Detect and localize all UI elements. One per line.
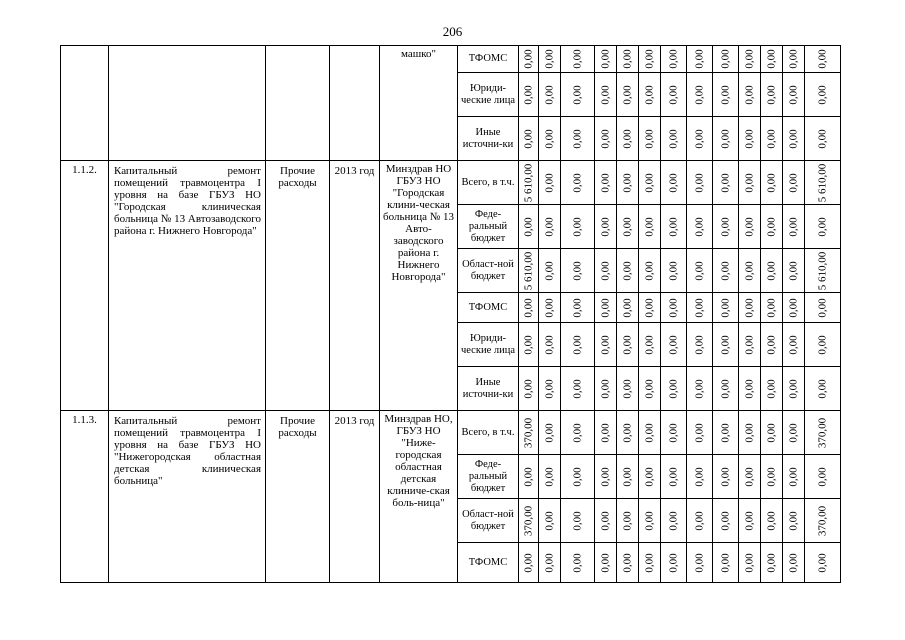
expense-type: Прочие расходы	[266, 411, 330, 583]
value-cell: 0,00	[719, 510, 731, 531]
value-cell: 0,00	[543, 422, 555, 443]
value-cell: 0,00	[667, 297, 679, 318]
value-cell: 0,00	[765, 422, 777, 443]
value-cell: 0,00	[621, 422, 633, 443]
value-cell: 0,00	[643, 552, 655, 573]
funding-source: ТФОМС	[458, 543, 519, 583]
value-cell: 0,00	[693, 552, 705, 573]
value-cell: 0,00	[667, 334, 679, 355]
value-cell: 0,00	[765, 552, 777, 573]
value-cell: 0,00	[816, 378, 828, 399]
value-cell: 0,00	[599, 422, 611, 443]
budget-table	[60, 45, 841, 583]
value-cell: 0,00	[621, 260, 633, 281]
value-cell: 0,00	[522, 84, 534, 105]
value-cell: 0,00	[522, 334, 534, 355]
value-cell: 0,00	[667, 128, 679, 149]
table-row	[61, 161, 841, 205]
value-cell: 0,00	[522, 552, 534, 573]
funding-source: Всего, в т.ч.	[458, 161, 519, 205]
value-cell: 370,00	[522, 417, 534, 448]
item-name: Капитальный ремонт помещений травмоцентра I уровня на базе ГБУЗ НО "Городская клиническая больница № 13 Автозаводского района г. Нижнего Новгорода"	[109, 161, 266, 411]
value-cell: 0,00	[667, 216, 679, 237]
value-cell: 0,00	[719, 334, 731, 355]
value-cell: 0,00	[543, 334, 555, 355]
value-cell: 0,00	[599, 552, 611, 573]
value-cell: 0,00	[667, 49, 679, 69]
value-cell: 0,00	[765, 216, 777, 237]
value-cell: 0,00	[571, 466, 583, 487]
value-cell: 0,00	[571, 84, 583, 105]
value-cell: 0,00	[719, 552, 731, 573]
value-cell: 0,00	[621, 49, 633, 69]
value-cell: 0,00	[667, 422, 679, 443]
value-cell: 0,00	[816, 84, 828, 105]
value-cell: 0,00	[643, 172, 655, 193]
value-cell: 0,00	[543, 297, 555, 318]
value-cell: 0,00	[667, 510, 679, 531]
value-cell: 0,00	[816, 552, 828, 573]
value-cell: 0,00	[743, 466, 755, 487]
value-cell: 0,00	[599, 297, 611, 318]
value-cell: 0,00	[693, 297, 705, 318]
value-cell: 0,00	[743, 128, 755, 149]
value-cell: 0,00	[621, 84, 633, 105]
value-cell: 0,00	[571, 172, 583, 193]
value-cell: 0,00	[667, 552, 679, 573]
value-cell: 0,00	[571, 260, 583, 281]
value-cell: 0,00	[816, 128, 828, 149]
year: 2013 год	[330, 411, 380, 583]
value-cell: 370,00	[816, 417, 828, 448]
expense-type: Прочие расходы	[266, 161, 330, 411]
value-cell: 0,00	[643, 84, 655, 105]
value-cell: 0,00	[787, 510, 799, 531]
value-cell: 0,00	[693, 128, 705, 149]
value-cell: 0,00	[599, 378, 611, 399]
value-cell: 0,00	[543, 378, 555, 399]
value-cell: 0,00	[621, 334, 633, 355]
item-number: 1.1.2.	[61, 161, 109, 411]
value-cell: 0,00	[621, 510, 633, 531]
value-cell: 0,00	[667, 84, 679, 105]
value-cell: 0,00	[787, 128, 799, 149]
funding-source: Феде-ральный бюджет	[458, 455, 519, 499]
value-cell: 0,00	[743, 334, 755, 355]
value-cell: 0,00	[571, 378, 583, 399]
value-cell: 0,00	[643, 378, 655, 399]
value-cell: 0,00	[599, 49, 611, 69]
value-cell: 0,00	[719, 260, 731, 281]
item-number: 1.1.3.	[61, 411, 109, 583]
executor: Минздрав НО, ГБУЗ НО "Ниже-городская областная детская клиниче-ская боль-ница"	[380, 411, 458, 583]
value-cell: 0,00	[693, 49, 705, 69]
funding-source: Област-ной бюджет	[458, 249, 519, 293]
funding-source: Област-ной бюджет	[458, 499, 519, 543]
value-cell: 0,00	[719, 84, 731, 105]
table-row	[61, 46, 841, 73]
item-name: Капитальный ремонт помещений травмоцентра I уровня на базе ГБУЗ НО "Нижегородская областная детская клиническая больница"	[109, 411, 266, 583]
value-cell: 0,00	[543, 84, 555, 105]
value-cell: 0,00	[765, 466, 777, 487]
funding-source: Юриди-ческие лица	[458, 73, 519, 117]
value-cell: 0,00	[621, 552, 633, 573]
value-cell: 0,00	[643, 334, 655, 355]
value-cell: 0,00	[571, 128, 583, 149]
value-cell: 0,00	[693, 334, 705, 355]
value-cell: 0,00	[643, 128, 655, 149]
value-cell: 0,00	[693, 260, 705, 281]
value-cell: 0,00	[787, 172, 799, 193]
value-cell: 0,00	[765, 260, 777, 281]
value-cell: 0,00	[719, 49, 731, 69]
value-cell: 0,00	[787, 260, 799, 281]
item-number	[61, 46, 109, 161]
value-cell: 0,00	[599, 466, 611, 487]
value-cell: 0,00	[743, 552, 755, 573]
value-cell: 0,00	[816, 466, 828, 487]
value-cell: 0,00	[693, 466, 705, 487]
value-cell: 0,00	[543, 510, 555, 531]
value-cell: 0,00	[621, 297, 633, 318]
value-cell: 0,00	[743, 216, 755, 237]
value-cell: 0,00	[765, 172, 777, 193]
value-cell: 0,00	[743, 172, 755, 193]
value-cell: 0,00	[719, 378, 731, 399]
value-cell: 0,00	[743, 84, 755, 105]
value-cell: 370,00	[816, 505, 828, 536]
value-cell: 0,00	[743, 378, 755, 399]
value-cell: 0,00	[719, 297, 731, 318]
value-cell: 0,00	[599, 260, 611, 281]
executor: машко"	[380, 46, 458, 161]
value-cell: 0,00	[693, 84, 705, 105]
funding-source: ТФОМС	[458, 46, 519, 73]
value-cell: 0,00	[621, 128, 633, 149]
value-cell: 0,00	[643, 466, 655, 487]
value-cell: 0,00	[643, 297, 655, 318]
funding-source: ТФОМС	[458, 293, 519, 323]
value-cell: 0,00	[571, 334, 583, 355]
value-cell: 0,00	[543, 552, 555, 573]
value-cell: 0,00	[693, 172, 705, 193]
value-cell: 370,00	[522, 505, 534, 536]
value-cell: 0,00	[719, 172, 731, 193]
value-cell: 0,00	[599, 216, 611, 237]
value-cell: 0,00	[816, 334, 828, 355]
value-cell: 0,00	[571, 297, 583, 318]
expense-type	[266, 46, 330, 161]
value-cell: 0,00	[543, 466, 555, 487]
table-row	[61, 411, 841, 455]
funding-source: Иные источни-ки	[458, 117, 519, 161]
value-cell: 0,00	[571, 422, 583, 443]
value-cell: 0,00	[571, 216, 583, 237]
value-cell: 0,00	[765, 334, 777, 355]
value-cell: 0,00	[787, 84, 799, 105]
value-cell: 0,00	[787, 216, 799, 237]
value-cell: 0,00	[787, 297, 799, 318]
value-cell: 0,00	[765, 510, 777, 531]
funding-source: Феде-ральный бюджет	[458, 205, 519, 249]
value-cell: 0,00	[765, 128, 777, 149]
value-cell: 0,00	[621, 172, 633, 193]
value-cell: 0,00	[816, 216, 828, 237]
value-cell: 0,00	[643, 510, 655, 531]
value-cell: 0,00	[787, 378, 799, 399]
value-cell: 0,00	[719, 128, 731, 149]
value-cell: 5 610,00	[522, 163, 534, 202]
value-cell: 0,00	[787, 422, 799, 443]
value-cell: 0,00	[667, 378, 679, 399]
value-cell: 0,00	[743, 297, 755, 318]
value-cell: 0,00	[571, 552, 583, 573]
year: 2013 год	[330, 161, 380, 411]
funding-source: Иные источни-ки	[458, 367, 519, 411]
value-cell: 0,00	[693, 510, 705, 531]
value-cell: 0,00	[599, 172, 611, 193]
value-cell: 0,00	[522, 297, 534, 318]
value-cell: 0,00	[543, 172, 555, 193]
value-cell: 0,00	[571, 510, 583, 531]
value-cell: 0,00	[522, 378, 534, 399]
value-cell: 0,00	[643, 260, 655, 281]
value-cell: 0,00	[543, 216, 555, 237]
year	[330, 46, 380, 161]
value-cell: 0,00	[522, 128, 534, 149]
value-cell: 0,00	[765, 84, 777, 105]
item-name	[109, 46, 266, 161]
value-cell: 0,00	[599, 128, 611, 149]
value-cell: 0,00	[599, 334, 611, 355]
value-cell: 0,00	[621, 466, 633, 487]
value-cell: 0,00	[765, 378, 777, 399]
value-cell: 0,00	[765, 49, 777, 69]
value-cell: 0,00	[743, 422, 755, 443]
value-cell: 0,00	[743, 260, 755, 281]
value-cell: 0,00	[787, 334, 799, 355]
value-cell: 0,00	[693, 422, 705, 443]
value-cell: 0,00	[522, 216, 534, 237]
value-cell: 0,00	[643, 49, 655, 69]
value-cell: 0,00	[787, 49, 799, 69]
funding-source: Всего, в т.ч.	[458, 411, 519, 455]
value-cell: 0,00	[816, 49, 828, 69]
value-cell: 0,00	[621, 216, 633, 237]
value-cell: 0,00	[765, 297, 777, 318]
value-cell: 0,00	[693, 216, 705, 237]
value-cell: 0,00	[543, 49, 555, 69]
value-cell: 5 610,00	[522, 251, 534, 290]
value-cell: 0,00	[816, 297, 828, 318]
value-cell: 0,00	[543, 260, 555, 281]
value-cell: 0,00	[643, 216, 655, 237]
value-cell: 0,00	[719, 216, 731, 237]
value-cell: 0,00	[571, 49, 583, 69]
value-cell: 0,00	[719, 466, 731, 487]
value-cell: 5 610,00	[816, 163, 828, 202]
value-cell: 0,00	[621, 378, 633, 399]
executor: Минздрав НО ГБУЗ НО "Городская клини-ческая больница № 13 Авто-заводского района г. Нижнего Новгорода"	[380, 161, 458, 411]
value-cell: 0,00	[599, 510, 611, 531]
value-cell: 0,00	[599, 84, 611, 105]
value-cell: 0,00	[643, 422, 655, 443]
funding-source: Юриди-ческие лица	[458, 323, 519, 367]
value-cell: 0,00	[522, 49, 534, 69]
value-cell: 0,00	[787, 466, 799, 487]
value-cell: 0,00	[543, 128, 555, 149]
value-cell: 0,00	[719, 422, 731, 443]
page-number: 206	[442, 24, 463, 39]
value-cell: 0,00	[787, 552, 799, 573]
value-cell: 0,00	[667, 172, 679, 193]
value-cell: 0,00	[743, 49, 755, 69]
value-cell: 0,00	[743, 510, 755, 531]
value-cell: 0,00	[522, 466, 534, 487]
value-cell: 0,00	[667, 466, 679, 487]
value-cell: 5 610,00	[816, 251, 828, 290]
value-cell: 0,00	[667, 260, 679, 281]
value-cell: 0,00	[693, 378, 705, 399]
